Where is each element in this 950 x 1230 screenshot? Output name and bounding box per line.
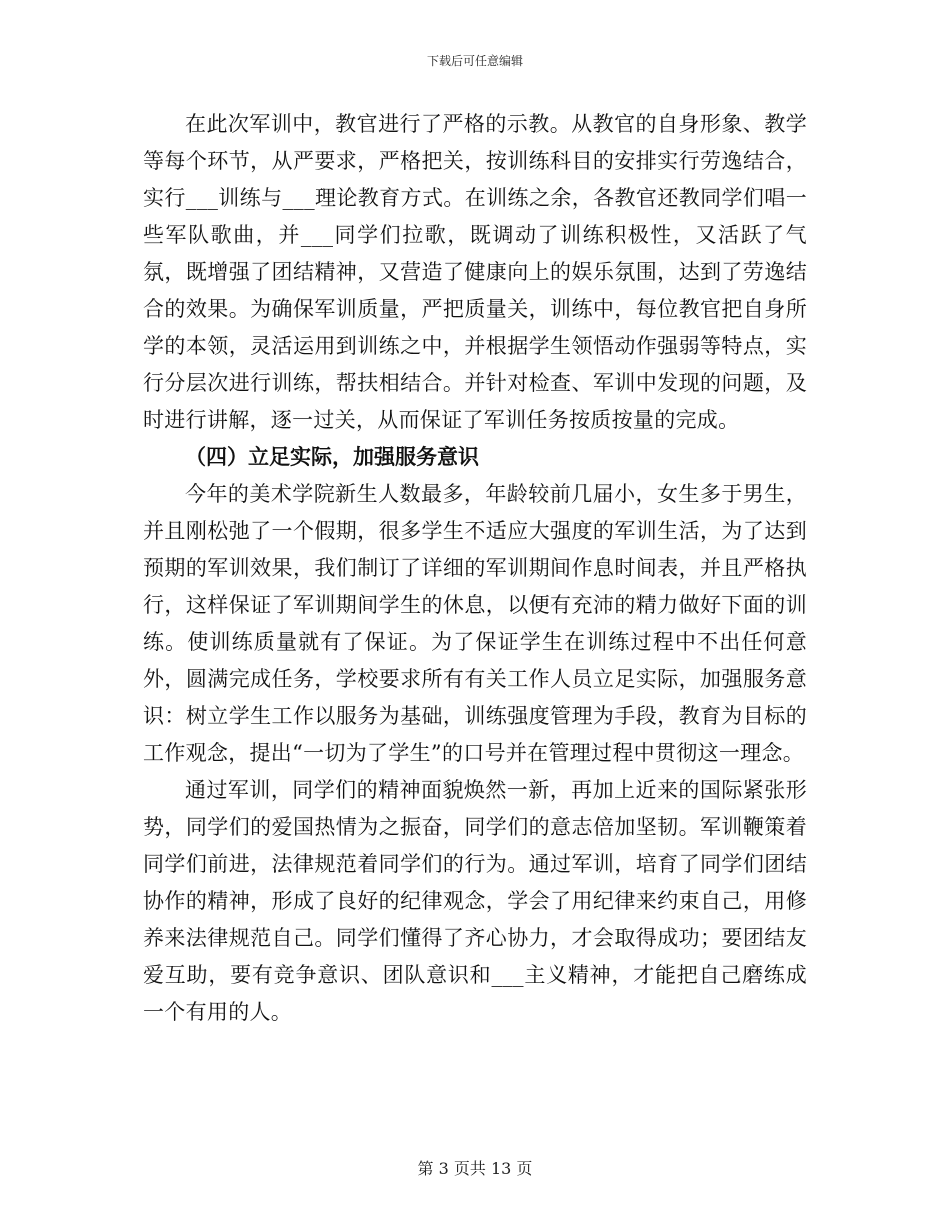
section-heading-service-awareness: （四）立足实际，加强服务意识 — [185, 445, 479, 469]
page-number: 第 3 页共 13 页 — [417, 1159, 533, 1178]
page-header: 下载后可任意编辑 — [426, 54, 523, 68]
paragraph-training-results: 通过军训，同学们的精神面貌焕然一新，再加上近来的国际紧张形势，同学们的爱国热情为之振奋，同学们的意志倍加坚韧。军训鞭策着同学们前进，法律规范着同学们的行为。通过军训，培育了同学们团结协作的精神，形成了良好的纪律观念，学会了用纪律来约束自己，用修养来法律规范自己。同学们懂得了齐心协力，才会取得成功；要团结友爱互助，要有竞争意识、团队意识和___主义精神，才能把自己磨练成一个有用的人。 — [143, 778, 807, 1024]
paragraph-training-demonstration: 在此次军训中，教官进行了严格的示教。从教官的自身形象、教学等每个环节，从严要求，严格把关，按训练科目的安排实行劳逸结合，实行___训练与___理论教育方式。在训练之余，各教官还教同学们唱一些军队歌曲，并___同学们拉歌，既调动了训练积极性，又活跃了气氛，既增强了团结精神，又营造了健康向上的娱乐氛围，达到了劳逸结合的效果。为确保军训质量，严把质量关，训练中，每位教官把自身所学的本领，灵活运用到训练之中，并根据学生领悟动作强弱等特点，实行分层次进行训练，帮扶相结合。并针对检查、军训中发现的问题，及时进行讲解，逐一过关，从而保证了军训任务按质按量的完成。 — [143, 112, 807, 432]
paragraph-service-awareness: 今年的美术学院新生人数最多，年龄较前几届小，女生多于男生，并且刚松弛了一个假期，很多学生不适应大强度的军训生活，为了达到预期的军训效果，我们制订了详细的军训期间作息时间表，并且严格执行，这样保证了军训期间学生的休息，以便有充沛的精力做好下面的训练。使训练质量就有了保证。为了保证学生在训练过程中不出任何意外，圆满完成任务，学校要求所有有关工作人员立足实际，加强服务意识：树立学生工作以服务为基础，训练强度管理为手段，教育为目标的工作观念，提出“一切为了学生”的口号并在管理过程中贯彻这一理念。 — [143, 482, 807, 765]
document-body — [143, 106, 807, 1031]
